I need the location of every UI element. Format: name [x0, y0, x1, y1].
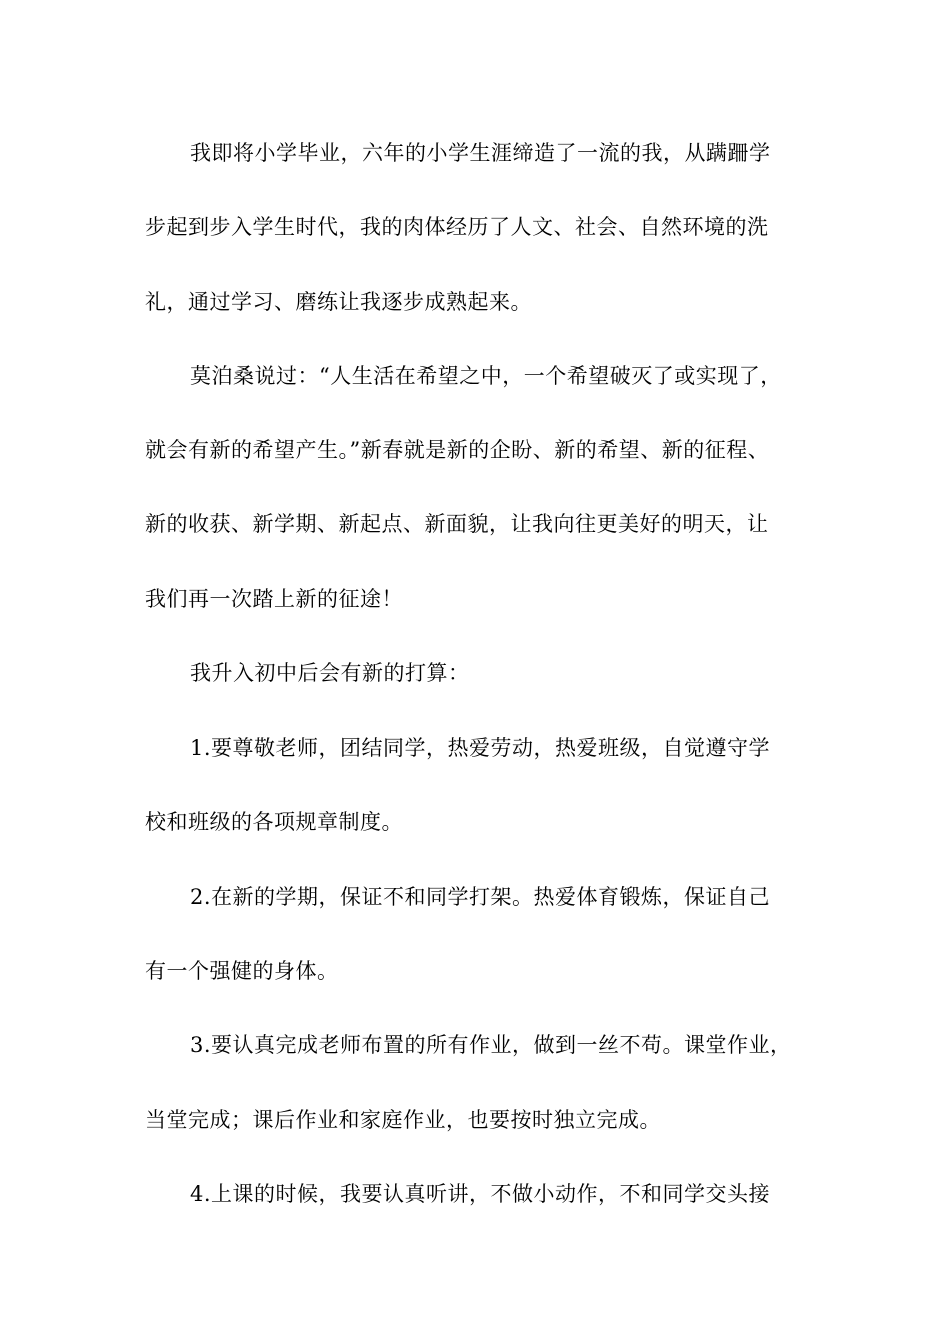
paragraph-1-line-2: 步起到步入学生时代，我的肉体经历了人文、社会、自然环境的洗 [145, 215, 769, 239]
list-item-4-line-1: 4.上课的时候，我要认真听讲，不做小动作，不和同学交头接 [190, 1182, 771, 1206]
paragraph-1-line-1: 我即将小学毕业，六年的小学生涯缔造了一流的我，从蹒跚学 [190, 141, 771, 165]
list-item-2-line-2: 有一个强健的身体。 [145, 959, 339, 983]
paragraph-2-line-1: 莫泊桑说过：“人生活在希望之中，一个希望破灭了或实现了， [190, 364, 782, 388]
paragraph-2-line-4: 我们再一次踏上新的征途！ [145, 587, 403, 611]
list-item-1-line-1: 1.要尊敬老师，团结同学，热爱劳动，热爱班级，自觉遵守学 [190, 736, 771, 760]
list-item-3-line-1: 3.要认真完成老师布置的所有作业，做到一丝不苟。课堂作业， [190, 1033, 792, 1057]
list-item-2-line-1: 2.在新的学期，保证不和同学打架。热爱体育锻炼，保证自己 [190, 885, 771, 909]
paragraph-1-line-3: 礼，通过学习、磨练让我逐步成熟起来。 [145, 290, 532, 314]
paragraph-3-line-1: 我升入初中后会有新的打算： [190, 661, 470, 685]
paragraph-2-line-3: 新的收获、新学期、新起点、新面貌，让我向往更美好的明天，让 [145, 512, 769, 536]
paragraph-2-line-2: 就会有新的希望产生。”新春就是新的企盼、新的希望、新的征程、 [145, 438, 770, 462]
list-item-3-line-2: 当堂完成；课后作业和家庭作业，也要按时独立完成。 [145, 1108, 661, 1132]
list-item-1-line-2: 校和班级的各项规章制度。 [145, 810, 403, 834]
